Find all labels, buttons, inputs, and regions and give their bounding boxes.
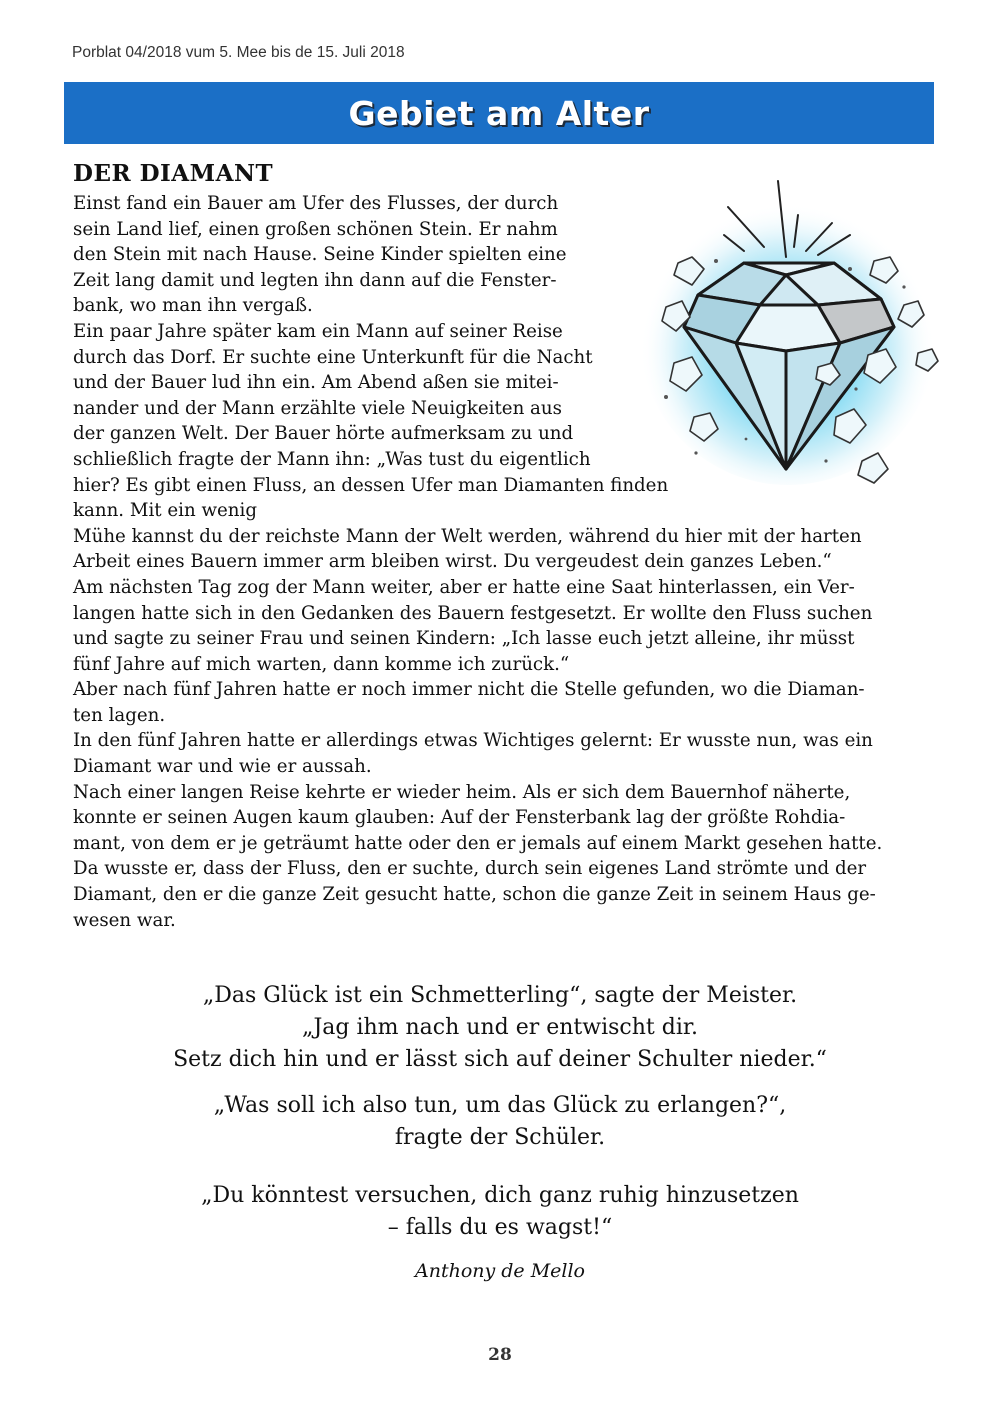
quote-stanza-1: „Das Glück ist ein Schmetterling“, sagte der Meister. „Jag ihm nach und er entwischt dir. Setz dich hin und er lässt sich auf deiner Schulter nieder.“ — [173, 983, 827, 1072]
article — [73, 160, 923, 933]
quote-stanza-2: „Was soll ich also tun, um das Glück zu erlangen?“, fragte der Schüler. — [213, 1093, 787, 1150]
running-header: Porblat 04/2018 vum 5. Mee bis de 15. Juli 2018 — [72, 44, 405, 61]
quote-block — [0, 980, 1000, 1284]
quote-author: Anthony de Mello — [414, 1260, 586, 1282]
page-number: 28 — [488, 1345, 512, 1365]
section-title: Gebiet am Alter — [348, 93, 650, 133]
story-title: DER DIAMANT — [73, 160, 274, 187]
diamond-illustration — [636, 177, 941, 489]
story-body: Einst fand ein Bauer am Ufer des Flusses, der durch sein Land lief, einen großen schönen Stein. Er nahm den Stein mit nach Hause. Seine Kinder spielten eine Zeit lang damit und legten ihn dann auf die Fenster- bank, wo man ihn vergaß. Ein paar Jahre später kam ein Mann auf seiner Reise durch das Dorf. Er suchte eine Unterkunft für die Nacht und der Bauer lud ihn ein. Am Abend aßen sie mitei- nander und der Mann erzählte viele Neuigkeiten aus der ganzen Welt. Der Bauer hörte aufmerksam zu und schließlich fragte der Mann ihn: „Was tust du eigentlich hier? Es gibt einen Fluss, an dessen Ufer man Diamanten finden kann. Mit ein wenig Mühe kannst du der reichste Mann der Welt werden, während du hier mit der harten Arbeit eines Bauern immer arm bleiben wirst. Du vergeudest dein ganzes Leben.“ Am nächsten Tag zog der Mann weiter, aber er hatte eine Saat hinterlassen, ein Ver- langen hatte sich in den Gedanken des Bauern festgesetzt. Er wollte den Fluss suchen und sagte zu seiner Frau und seinen Kindern: „Ich lasse euch jetzt alleine, ihr müsst fünf Jahre auf mich warten, dann komme ich zurück.“ Aber nach fünf Jahren hatte er noch immer nicht die Stelle gefunden, wo die Diaman- ten lagen. In den fünf Jahren hatte er allerdings etwas Wichtiges gelernt: Er wusste nun, was ein Diamant war und wie er aussah. Nach einer langen Reise kehrte er wieder heim. Als er sich dem Bauernhof näherte, konnte er seinen Augen kaum glauben: Auf der Fensterbank lag der größte Rohdia- mant, von dem er je geträumt hatte oder den er jemals auf einem Markt gesehen hatte. Da wusste er, dass der Fluss, den er suchte, durch sein eigenes Land strömte und der Diamant, den er die ganze Zeit gesucht hatte, schon die ganze Zeit in seinem Haus ge- wesen war. — [73, 193, 883, 931]
quote-stanza-3: „Du könntest versuchen, dich ganz ruhig hinzusetzen – falls du es wagst!“ — [201, 1183, 799, 1240]
section-banner — [64, 82, 934, 144]
